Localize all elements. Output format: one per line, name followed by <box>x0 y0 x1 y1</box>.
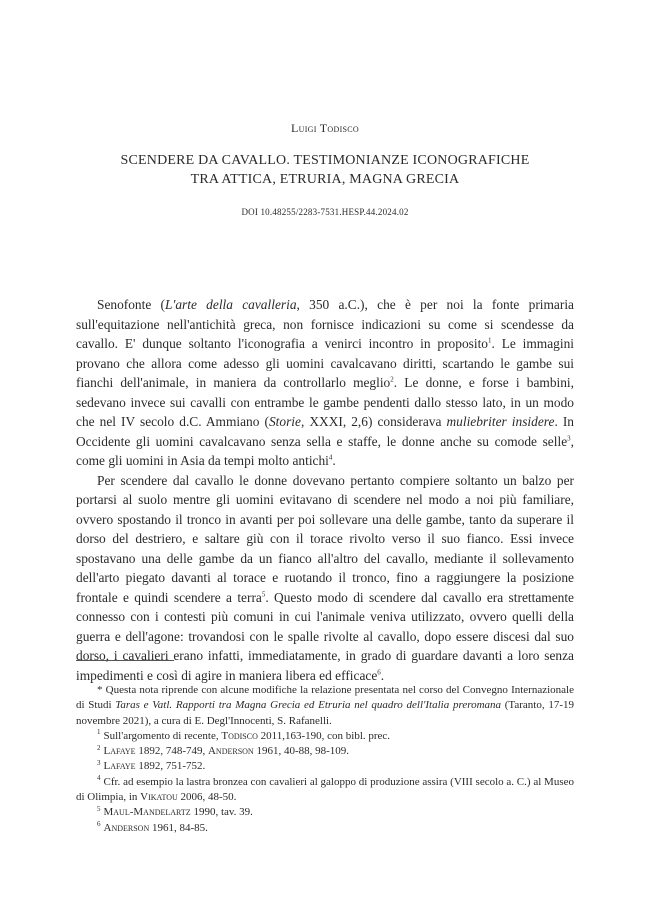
article-title-line-2: TRA ATTICA, ETRURIA, MAGNA GRECIA <box>190 172 460 187</box>
footnote-6 <box>76 821 574 836</box>
footnote-ref[interactable]: 5 <box>261 590 266 599</box>
text-run: . <box>380 667 385 683</box>
paragraph-1 <box>76 295 574 471</box>
article-author: Luigi Todisco <box>290 121 359 135</box>
author-name: Vikatou <box>140 791 178 804</box>
footnotes <box>76 683 574 836</box>
author-name: Anderson <box>207 745 254 758</box>
footnote-2 <box>76 744 574 759</box>
footnote-ref[interactable]: 3 <box>567 434 571 443</box>
author-name: Lafaye <box>103 745 136 758</box>
italic-phrase: muliebriter insidere <box>446 414 555 429</box>
article-title-line-1: SCENDERE DA CAVALLO. TESTIMONIANZE ICONOGRAFICHE <box>120 153 530 168</box>
text-run: , XXXI, 2,6) considerava <box>300 414 447 429</box>
author-name: Anderson <box>103 821 150 834</box>
text-run: 2011,163-190, con bibl. prec. <box>257 729 391 742</box>
footnote-ref[interactable]: 4 <box>328 453 333 462</box>
article-doi: DOI 10.48255/2283-7531.HESP.44.2024.02 <box>241 207 409 217</box>
text-run: , come gli uomini in Asia da tempi molto antichi <box>76 433 574 468</box>
italic-title: Storie <box>268 414 301 429</box>
text-run: Questa nota riprende con alcune modifiche la relazione presentata nel corso del Convegno Internazionale di Studi <box>76 684 574 712</box>
footnote-mark: * <box>97 684 103 696</box>
article-title <box>60 151 590 189</box>
article-body <box>76 295 574 685</box>
text-run: Sull'argomento di recente, <box>103 729 222 742</box>
text-run: . Le donne, e forse i bambini, sedevano invece sui cavalli con entrambe le gambe pendenti dallo stesso lato, in un modo che nel IV secolo d.C. Ammiano ( <box>76 375 574 429</box>
footnote-star <box>76 683 574 729</box>
footnote-mark: 3 <box>97 758 101 767</box>
text-run: Per scendere dal cavallo le donne dovevano pertanto compiere soltanto un balzo per portarsi al suolo mentre gli uomini evitavano di scendere nel modo a noi più familiare, ovvero spostando il tronco in avanti per poi sollevare una delle gambe, tanto da superare il dorso del destriero, e saltare giù con il torace rivolto verso il suo fianco. Essi invece spostavano una delle gambe da un fianco all'altro del cavallo, mediante il sollevamento dell'arto piegato davanti al torace e ruotando il tronco, fino a raggiungere la posizione frontale e quindi scendere a terra <box>76 472 574 605</box>
text-run: 1961, 84-85. <box>149 821 208 834</box>
author-name: Todisco <box>221 729 258 742</box>
footnote-mark: 4 <box>97 774 101 783</box>
text-run: . Le immagini provano che allora come adesso gli uomini cavalcavano diritti, scartando le gambe sui fianchi dell'animale, in maniera da controllarlo meglio <box>76 336 574 390</box>
text-run: (Taranto, 17-19 novembre 2021), a cura di E. Degl'Innocenti, S. Rafanelli. <box>76 699 574 727</box>
text-run: . <box>332 453 336 468</box>
footnote-5 <box>76 805 574 820</box>
footnote-mark: 6 <box>97 820 101 829</box>
footnote-3 <box>76 759 574 774</box>
footnote-mark: 2 <box>97 743 101 752</box>
text-run: 1990, tav. 39. <box>190 806 253 819</box>
text-run: 1961, 40-88, 98-109. <box>253 745 350 758</box>
author-name: Lafaye <box>103 760 136 773</box>
paragraph-2 <box>76 471 574 686</box>
footnote-separator <box>76 660 174 661</box>
text-run: . In Occidente gli uomini cavalcavano senza sella e staffe, le donne anche su comode selle <box>76 414 574 449</box>
footnote-ref[interactable]: 2 <box>390 375 394 384</box>
text-run: , 350 a.C.), che è per noi la fonte primaria sull'equitazione nell'antichità greca, non fornisce indicazioni su come si scendesse da cavallo. E' dunque soltanto l'iconografia a venirci incontro in proposito <box>76 297 574 351</box>
footnote-1 <box>76 729 574 744</box>
text-run: . Questo modo di scendere dal cavallo era strettamente connesso con i contesti più comuni in cui l'animale veniva utilizzato, ovvero quelli della guerra e dell'agone: trovandosi con le spalle rivolte al cavallo, dopo essere discesi dal suo dorso, i cavalieri erano infatti, immediatamente, in grado di guardare davanti a loro senza impedimenti e così di agire in maniera libera ed efficace <box>76 589 574 683</box>
author-name: Maul-Mandelartz <box>103 806 191 819</box>
footnote-mark: 1 <box>97 728 101 737</box>
text-run: Senofonte ( <box>97 297 166 312</box>
italic-title: L'arte della cavalleria <box>165 297 297 312</box>
text-run: 2006, 48-50. <box>177 791 237 804</box>
footnote-4 <box>76 775 574 806</box>
footnote-ref[interactable]: 6 <box>377 668 381 677</box>
italic-title: Taras e Vatl. Rapporti tra Magna Grecia ed Etruria nel quadro dell'Italia preromana <box>115 699 502 712</box>
footnote-mark: 5 <box>97 804 101 813</box>
text-run: 1892, 748-749, <box>135 745 208 758</box>
text-run: 1892, 751-752. <box>135 760 206 773</box>
text-run: Cfr. ad esempio la lastra bronzea con cavalieri al galoppo di produzione assira (VIII secolo a. C.) al Museo di Olimpia, in <box>76 775 574 804</box>
footnote-ref[interactable]: 1 <box>487 336 492 345</box>
